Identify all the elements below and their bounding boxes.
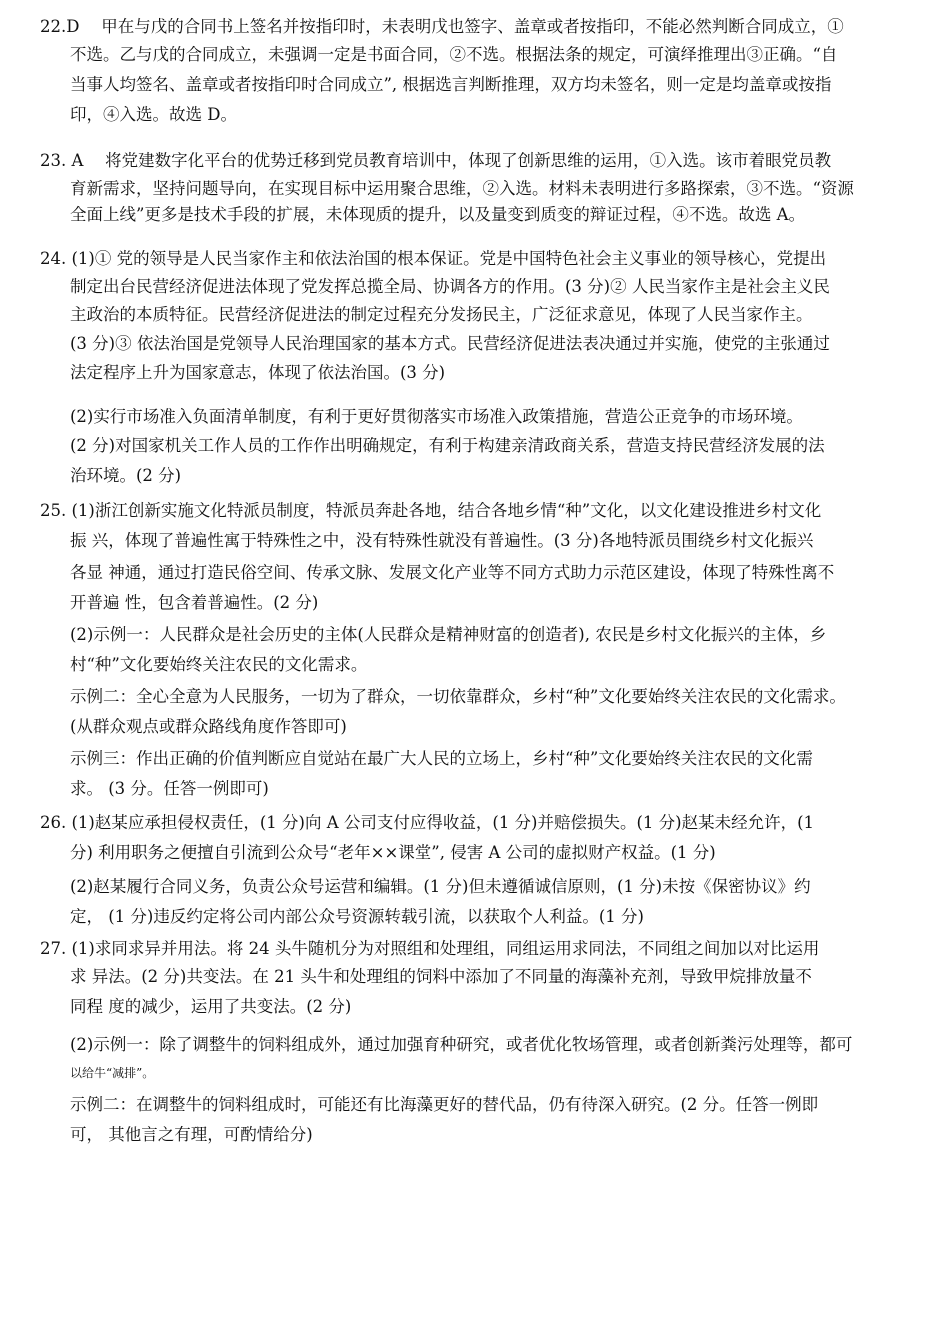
q25-line-7: 示例二：全心全意为人民服务，一切为了群众，一切依靠群众，乡村“种”文化要始终关注农民的文化需求。: [70, 687, 846, 706]
q25-line-1: 25. (1)浙江创新实施文化特派员制度，特派员奔赴各地，结合各地乡情“种”文化，以文化建设推进乡村文化: [40, 501, 822, 520]
q25-line-4: 开普遍 性，包含着普遍性。(2 分): [70, 593, 319, 612]
q25-line-5: (2)示例一：人民群众是社会历史的主体(人民群众是精神财富的创造者), 农民是乡村文化振兴的主体，乡: [70, 625, 827, 644]
q27-line-1: 27. (1)求同求异并用法。将 24 头牛随机分为对照组和处理组，同组运用求同法，不同组之间加以对比运用: [40, 939, 820, 958]
q26-line-4: 定， (1 分)违反约定将公司内部公众号资源转载引流，以获取个人利益。(1 分): [70, 907, 644, 926]
q24-line-1: 24. (1)① 党的领导是人民当家作主和依法治国的根本保证。党是中国特色社会主义事业的领导核心，党提出: [40, 249, 827, 268]
q24-line-7: (2 分)对国家机关工作人员的工作作出明确规定，有利于构建亲清政商关系，营造支持民营经济发展的法: [70, 436, 825, 455]
q22-line-1: 22.D 甲在与戊的合同书上签名并按指印时，未表明戊也签字、盖章或者按指印，不能必然判断合同成立，①: [40, 17, 844, 36]
q23-line-1: 23. A 将党建数字化平台的优势迁移到党员教育培训中，体现了创新思维的运用，①入选。该市着眼党员教: [40, 151, 832, 170]
q24-line-8: 治环境。(2 分): [70, 466, 182, 485]
q24-line-3: 主政治的本质特征。民营经济促进法的制定过程充分发扬民主，广泛征求意见，体现了人民当家作主。: [70, 305, 813, 324]
q25-line-2: 振 兴，体现了普遍性寓于特殊性之中，没有特殊性就没有普遍性。(3 分)各地特派员围绕乡村文化振兴: [70, 531, 814, 550]
q22-line-4: 印，④入选。故选 D。: [70, 105, 237, 124]
q25-line-6: 村“种”文化要始终关注农民的文化需求。: [70, 655, 368, 674]
q22-line-3: 当事人均签名、盖章或者按指印时合同成立”, 根据选言判断推理，双方均未签名，则一定是均盖章或按指: [70, 75, 832, 94]
q27-line-6: 示例二：在调整牛的饲料组成时，可能还有比海藻更好的替代品，仍有待深入研究。(2 分。任答一例即: [70, 1095, 819, 1114]
q27-line-7: 可， 其他言之有理，可酌情给分): [70, 1125, 313, 1144]
q27-line-5: 以给牛“减排”。: [70, 1066, 155, 1080]
q25-line-9: 示例三：作出正确的价值判断应自觉站在最广大人民的立场上，乡村“种”文化要始终关注农民的文化需: [70, 749, 813, 768]
q22-line-2: 不选。乙与戊的合同成立，未强调一定是书面合同，②不选。根据法条的规定，可演绎推理出③正确。“自: [70, 45, 838, 64]
q24-line-4: (3 分)③ 依法治国是党领导人民治理国家的基本方式。民营经济促进法表决通过并实施，使党的主张通过: [70, 334, 830, 353]
q24-line-6: (2)实行市场准入负面清单制度，有利于更好贯彻落实市场准入政策措施，营造公正竞争的市场环境。: [70, 407, 803, 426]
q27-line-3: 同程 度的减少，运用了共变法。(2 分): [70, 997, 352, 1016]
q26-line-3: (2)赵某履行合同义务，负责公众号运营和编辑。(1 分)但未遵循诚信原则，(1 分)未按《保密协议》约: [70, 877, 811, 896]
q25-line-8: (从群众观点或群众路线角度作答即可): [70, 717, 347, 736]
q24-line-2: 制定出台民营经济促进法体现了党发挥总揽全局、协调各方的作用。(3 分)② 人民当家作主是社会主义民: [70, 277, 830, 296]
q24-line-5: 法定程序上升为国家意志，体现了依法治国。(3 分): [70, 363, 446, 382]
q26-line-1: 26. (1)赵某应承担侵权责任，(1 分)向 A 公司支付应得收益，(1 分)并赔偿损失。(1 分)赵某未经允许，(1: [40, 813, 815, 832]
q27-line-4: (2)示例一：除了调整牛的饲料组成外，通过加强育种研究，或者优化牧场管理，或者创新粪污处理等，都可: [70, 1035, 853, 1054]
q25-line-3: 各显 神通，通过打造民俗空间、传承文脉、发展文化产业等不同方式助力示范区建设，体现了特殊性离不: [70, 563, 835, 582]
q27-line-2: 求 异法。(2 分)共变法。在 21 头牛和处理组的饲料中添加了不同量的海藻补充剂，导致甲烷排放量不: [70, 967, 812, 986]
q25-line-10: 求。 (3 分。任答一例即可): [70, 779, 269, 798]
q26-line-2: 分) 利用职务之便擅自引流到公众号“老年××课堂”, 侵害 A 公司的虚拟财产权益。(1 分): [70, 843, 716, 862]
q23-line-3: 全面上线”更多是技术手段的扩展，未体现质的提升，以及量变到质变的辩证过程，④不选。故选 A。: [70, 205, 806, 224]
q23-line-2: 育新需求，坚持问题导向，在实现目标中运用聚合思维，②入选。材料未表明进行多路探索，③不选。“资源: [70, 179, 854, 198]
